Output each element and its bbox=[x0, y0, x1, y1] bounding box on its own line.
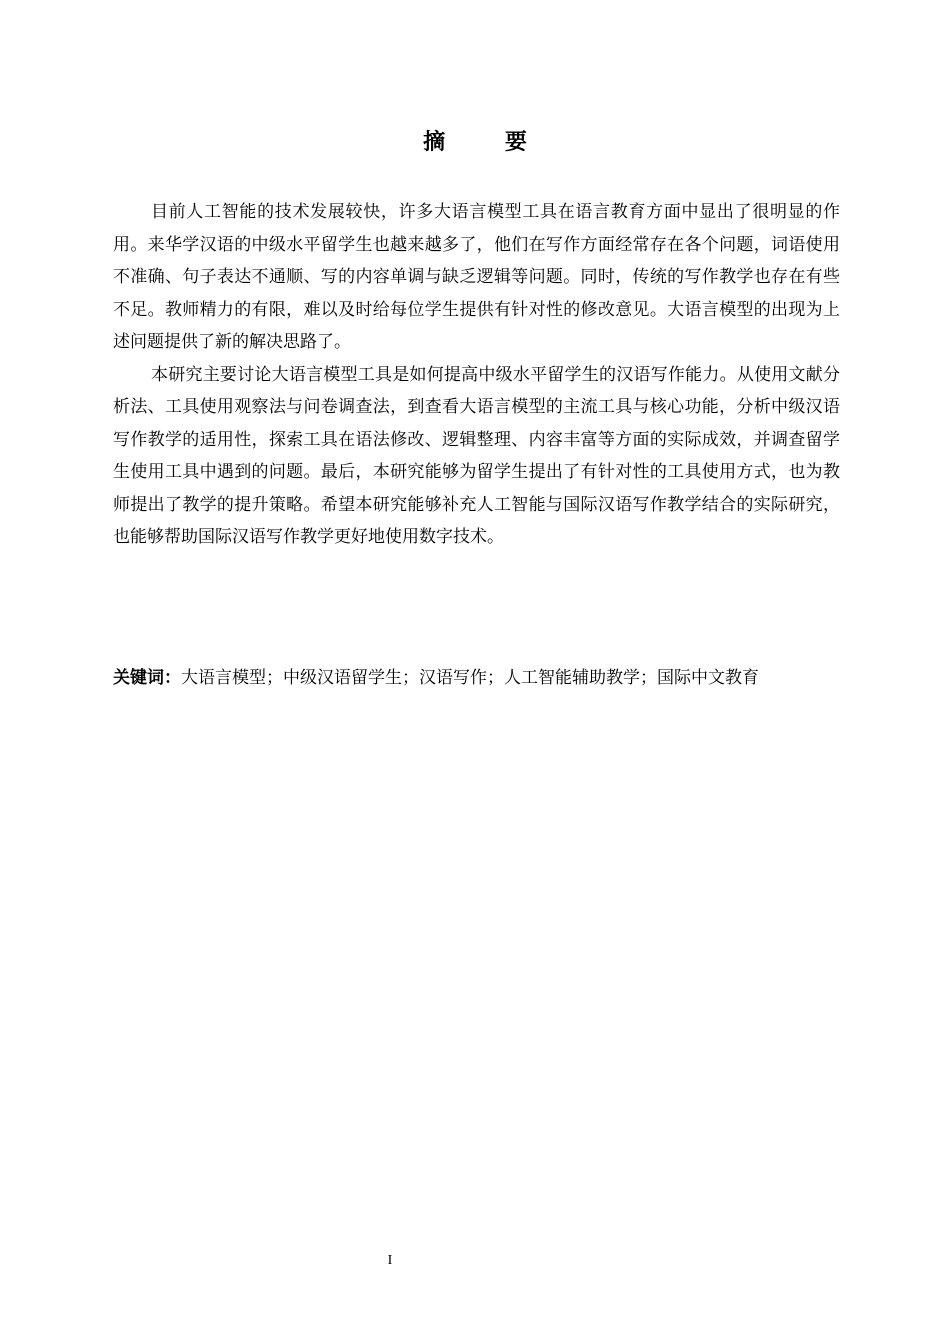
page-title: 摘 要 bbox=[423, 129, 553, 155]
keywords-text: 大语言模型；中级汉语留学生；汉语写作；人工智能辅助教学；国际中文教育 bbox=[181, 668, 759, 688]
abstract-paragraph-2: 本研究主要讨论大语言模型工具是如何提高中级水平留学生的汉语写作能力。从使用文献分析法、工具使用观察法与问卷调查法，到查看大语言模型的主流工具与核心功能，分析中级汉语写作教学的适用性，探索工具在语法修改、逻辑整理、内容丰富等方面的实际成效，并调查留学生使用工具中遇到的问题。最后，本研究能够为留学生提出了有针对性的工具使用方式，也为教师提出了教学的提升策略。希望本研究能够补充人工智能与国际汉语写作教学结合的实际研究，也能够帮助国际汉语写作教学更好地使用数字技术。 bbox=[113, 364, 840, 547]
page-number: I bbox=[387, 1253, 393, 1268]
abstract-paragraph-1: 目前人工智能的技术发展较快，许多大语言模型工具在语言教育方面中显出了很明显的作用。来华学汉语的中级水平留学生也越来越多了，他们在写作方面经常存在各个问题，词语使用不准确、句子表达不通顺、写的内容单调与缺乏逻辑等问题。同时，传统的写作教学也存在有些不足。教师精力的有限，难以及时给每位学生提供有针对性的修改意见。大语言模型的出现为上述问题提供了新的解决思路了。 bbox=[113, 202, 840, 352]
abstract-body bbox=[113, 196, 840, 554]
keywords-label: 关键词： bbox=[113, 668, 181, 688]
keywords bbox=[113, 662, 840, 695]
